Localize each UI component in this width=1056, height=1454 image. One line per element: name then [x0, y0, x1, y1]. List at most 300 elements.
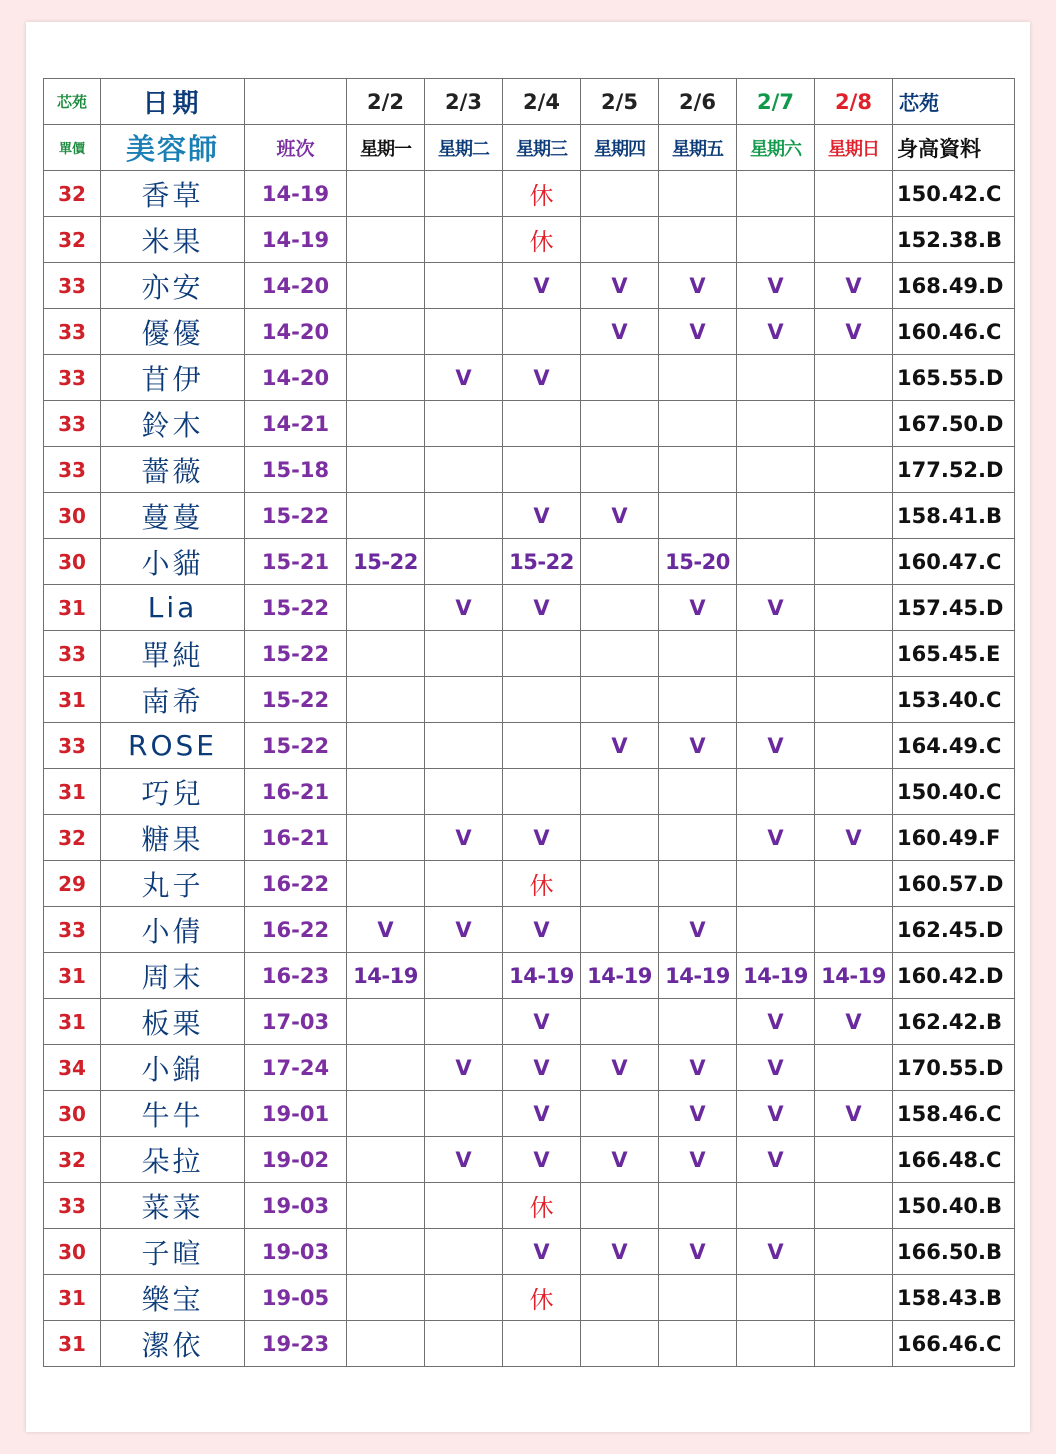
unit-price-cell: 31 [44, 953, 101, 999]
day-status-cell: 14-19 [737, 953, 815, 999]
weekday-header-sat: 星期六 [737, 125, 815, 171]
day-status-cell: V [659, 1045, 737, 1091]
height-info-cell: 158.41.B [893, 493, 1015, 539]
table-row [44, 907, 1015, 953]
day-status-cell [503, 401, 581, 447]
day-status-cell [659, 769, 737, 815]
day-status-cell: V [503, 1091, 581, 1137]
beautician-name-cell: 鈴木 [101, 401, 245, 447]
beautician-name-cell: 菜菜 [101, 1183, 245, 1229]
day-status-cell: V [659, 263, 737, 309]
height-info-cell: 167.50.D [893, 401, 1015, 447]
weekday-header-fri: 星期五 [659, 125, 737, 171]
day-status-cell [815, 631, 893, 677]
shift-cell: 14-20 [245, 355, 347, 401]
day-status-cell [737, 769, 815, 815]
day-status-cell [815, 1229, 893, 1275]
shift-cell: 16-23 [245, 953, 347, 999]
day-status-cell [815, 861, 893, 907]
shift-cell: 19-05 [245, 1275, 347, 1321]
height-info-cell: 164.49.C [893, 723, 1015, 769]
height-info-cell: 160.46.C [893, 309, 1015, 355]
unit-price-cell: 31 [44, 769, 101, 815]
day-status-cell [581, 999, 659, 1045]
day-status-cell [815, 1275, 893, 1321]
day-status-cell [815, 447, 893, 493]
height-info-cell: 157.45.D [893, 585, 1015, 631]
beautician-name-cell: 板栗 [101, 999, 245, 1045]
day-status-cell: V [503, 355, 581, 401]
day-status-cell [347, 723, 425, 769]
shift-cell: 15-22 [245, 631, 347, 677]
day-status-cell: V [737, 1229, 815, 1275]
unit-price-cell: 33 [44, 309, 101, 355]
day-status-cell [815, 171, 893, 217]
day-status-cell [425, 1183, 503, 1229]
shift-cell: 19-03 [245, 1229, 347, 1275]
day-status-cell: V [815, 815, 893, 861]
table-row [44, 677, 1015, 723]
height-info-cell: 150.40.B [893, 1183, 1015, 1229]
unit-price-cell: 33 [44, 355, 101, 401]
day-status-cell [425, 217, 503, 263]
beautician-name-cell: 亦安 [101, 263, 245, 309]
beautician-name-cell: 苜伊 [101, 355, 245, 401]
day-status-cell [425, 953, 503, 999]
day-status-cell [737, 677, 815, 723]
day-status-cell [737, 539, 815, 585]
unit-price-cell: 30 [44, 539, 101, 585]
day-status-cell [659, 171, 737, 217]
height-info-cell: 160.47.C [893, 539, 1015, 585]
height-info-cell: 160.57.D [893, 861, 1015, 907]
day-status-cell [659, 447, 737, 493]
beautician-name-cell: 薔薇 [101, 447, 245, 493]
table-row [44, 999, 1015, 1045]
beautician-name-cell: 牛牛 [101, 1091, 245, 1137]
day-status-cell [815, 585, 893, 631]
day-status-cell: V [503, 1137, 581, 1183]
unit-price-cell: 32 [44, 815, 101, 861]
day-status-cell: V [425, 355, 503, 401]
day-status-cell: V [503, 493, 581, 539]
shift-cell: 15-22 [245, 585, 347, 631]
beautician-name-cell: 子暄 [101, 1229, 245, 1275]
table-row [44, 723, 1015, 769]
table-row [44, 953, 1015, 999]
table-row [44, 1091, 1015, 1137]
beautician-name-cell: 潔依 [101, 1321, 245, 1367]
day-status-cell: V [581, 723, 659, 769]
day-header-2-8: 2/8 [815, 79, 893, 125]
beautician-name-cell: 南希 [101, 677, 245, 723]
table-row [44, 309, 1015, 355]
table-row [44, 585, 1015, 631]
day-status-cell [503, 447, 581, 493]
height-info-cell: 153.40.C [893, 677, 1015, 723]
height-info-cell: 150.42.C [893, 171, 1015, 217]
day-status-cell: 休 [503, 1183, 581, 1229]
unit-price-header: 單價 [44, 125, 101, 171]
day-status-cell: V [737, 1137, 815, 1183]
shift-cell: 15-22 [245, 493, 347, 539]
table-row [44, 171, 1015, 217]
day-status-cell [347, 999, 425, 1045]
weekday-header-thu: 星期四 [581, 125, 659, 171]
day-status-cell [347, 355, 425, 401]
day-status-cell [737, 447, 815, 493]
day-status-cell [347, 309, 425, 355]
day-status-cell [815, 1321, 893, 1367]
day-status-cell [815, 401, 893, 447]
shift-cell: 14-20 [245, 263, 347, 309]
day-status-cell [581, 861, 659, 907]
weekday-header-sun: 星期日 [815, 125, 893, 171]
day-status-cell: 14-19 [347, 953, 425, 999]
table-row [44, 1321, 1015, 1367]
day-status-cell [503, 309, 581, 355]
day-status-cell [581, 815, 659, 861]
day-status-cell: V [425, 1137, 503, 1183]
day-status-cell [581, 907, 659, 953]
unit-price-cell: 32 [44, 217, 101, 263]
beautician-header: 美容師 [101, 125, 245, 171]
day-status-cell [659, 861, 737, 907]
unit-price-cell: 33 [44, 631, 101, 677]
day-status-cell: V [503, 999, 581, 1045]
day-status-cell: V [581, 1229, 659, 1275]
unit-price-cell: 31 [44, 999, 101, 1045]
unit-price-cell: 30 [44, 493, 101, 539]
shift-cell: 19-03 [245, 1183, 347, 1229]
day-status-cell: 休 [503, 861, 581, 907]
day-status-cell [815, 1137, 893, 1183]
table-row [44, 1045, 1015, 1091]
day-status-cell: V [815, 1091, 893, 1137]
brand-left-label: 芯苑 [44, 79, 101, 125]
day-status-cell: V [581, 493, 659, 539]
unit-price-cell: 33 [44, 723, 101, 769]
day-status-cell [347, 585, 425, 631]
day-status-cell: V [737, 1045, 815, 1091]
day-status-cell: V [815, 263, 893, 309]
shift-cell: 14-21 [245, 401, 347, 447]
day-status-cell [815, 355, 893, 401]
day-status-cell [347, 1137, 425, 1183]
day-status-cell [737, 493, 815, 539]
day-status-cell [581, 1183, 659, 1229]
beautician-name-cell: 丸子 [101, 861, 245, 907]
beautician-name-cell: 小倩 [101, 907, 245, 953]
height-info-cell: 158.43.B [893, 1275, 1015, 1321]
day-status-cell: V [737, 585, 815, 631]
day-status-cell [659, 1275, 737, 1321]
day-status-cell: V [659, 1137, 737, 1183]
day-status-cell [347, 447, 425, 493]
beautician-name-cell: 樂宝 [101, 1275, 245, 1321]
day-status-cell [659, 631, 737, 677]
day-header-2-3: 2/3 [425, 79, 503, 125]
day-status-cell: V [659, 1091, 737, 1137]
day-status-cell [425, 631, 503, 677]
table-row [44, 815, 1015, 861]
day-status-cell [425, 1229, 503, 1275]
day-status-cell [425, 263, 503, 309]
day-header-2-4: 2/4 [503, 79, 581, 125]
shift-cell: 16-21 [245, 815, 347, 861]
day-status-cell: V [737, 1091, 815, 1137]
day-status-cell: V [737, 999, 815, 1045]
day-status-cell: V [425, 585, 503, 631]
day-status-cell [737, 861, 815, 907]
height-info-cell: 166.46.C [893, 1321, 1015, 1367]
day-status-cell: V [659, 1229, 737, 1275]
day-status-cell [503, 631, 581, 677]
height-info-cell: 160.49.F [893, 815, 1015, 861]
beautician-name-cell: 小錦 [101, 1045, 245, 1091]
height-info-cell: 150.40.C [893, 769, 1015, 815]
day-status-cell [425, 1091, 503, 1137]
day-status-cell [503, 769, 581, 815]
day-status-cell: V [425, 1045, 503, 1091]
day-status-cell [347, 1275, 425, 1321]
beautician-name-cell: ROSE [101, 723, 245, 769]
unit-price-cell: 33 [44, 907, 101, 953]
day-status-cell: V [659, 723, 737, 769]
table-row [44, 493, 1015, 539]
day-status-cell: V [737, 263, 815, 309]
day-status-cell: 休 [503, 171, 581, 217]
day-status-cell [425, 723, 503, 769]
day-status-cell [425, 539, 503, 585]
unit-price-cell: 30 [44, 1229, 101, 1275]
schedule-sheet [26, 22, 1030, 1432]
beautician-name-cell: 小貓 [101, 539, 245, 585]
day-status-cell [503, 677, 581, 723]
day-status-cell [347, 217, 425, 263]
beautician-name-cell: Lia [101, 585, 245, 631]
day-status-cell: V [659, 907, 737, 953]
table-row [44, 263, 1015, 309]
day-status-cell: 休 [503, 217, 581, 263]
day-status-cell [425, 171, 503, 217]
day-status-cell: V [581, 263, 659, 309]
day-status-cell [659, 1183, 737, 1229]
day-status-cell [659, 999, 737, 1045]
day-status-cell: 14-19 [503, 953, 581, 999]
shift-cell: 16-21 [245, 769, 347, 815]
day-status-cell: 15-20 [659, 539, 737, 585]
day-status-cell [347, 815, 425, 861]
height-info-cell: 160.42.D [893, 953, 1015, 999]
shift-cell: 15-21 [245, 539, 347, 585]
day-status-cell: 15-22 [347, 539, 425, 585]
shift-cell: 14-20 [245, 309, 347, 355]
day-status-cell [581, 1275, 659, 1321]
header-row-dates [44, 79, 1015, 125]
day-status-cell [815, 769, 893, 815]
unit-price-cell: 33 [44, 263, 101, 309]
unit-price-cell: 30 [44, 1091, 101, 1137]
day-status-cell: V [503, 1229, 581, 1275]
day-status-cell: V [659, 585, 737, 631]
shift-cell: 19-01 [245, 1091, 347, 1137]
shift-cell: 19-02 [245, 1137, 347, 1183]
day-status-cell [815, 1183, 893, 1229]
day-status-cell: V [425, 815, 503, 861]
day-status-cell [581, 631, 659, 677]
day-status-cell [347, 1229, 425, 1275]
day-status-cell [425, 677, 503, 723]
day-status-cell [581, 171, 659, 217]
height-info-cell: 177.52.D [893, 447, 1015, 493]
day-status-cell: V [737, 815, 815, 861]
table-row [44, 1229, 1015, 1275]
day-status-cell [659, 815, 737, 861]
day-status-cell [425, 1275, 503, 1321]
day-status-cell: 14-19 [815, 953, 893, 999]
table-row [44, 769, 1015, 815]
day-status-cell: V [815, 309, 893, 355]
unit-price-cell: 32 [44, 171, 101, 217]
day-status-cell: V [581, 1137, 659, 1183]
table-row [44, 447, 1015, 493]
day-status-cell [347, 401, 425, 447]
beautician-name-cell: 巧兒 [101, 769, 245, 815]
brand-right-label: 芯苑 [893, 79, 1015, 125]
day-status-cell [737, 1183, 815, 1229]
day-header-2-5: 2/5 [581, 79, 659, 125]
day-status-cell [815, 677, 893, 723]
weekday-header-tue: 星期二 [425, 125, 503, 171]
day-status-cell [347, 263, 425, 309]
day-status-cell: V [581, 1045, 659, 1091]
day-status-cell: 休 [503, 1275, 581, 1321]
day-status-cell: V [737, 723, 815, 769]
unit-price-cell: 29 [44, 861, 101, 907]
day-status-cell: 14-19 [581, 953, 659, 999]
day-status-cell [347, 1183, 425, 1229]
day-status-cell [425, 1321, 503, 1367]
day-status-cell [581, 401, 659, 447]
day-header-2-7: 2/7 [737, 79, 815, 125]
day-status-cell [815, 493, 893, 539]
day-header-2-2: 2/2 [347, 79, 425, 125]
day-status-cell [425, 447, 503, 493]
day-status-cell [659, 1321, 737, 1367]
day-status-cell [425, 769, 503, 815]
unit-price-cell: 31 [44, 1275, 101, 1321]
day-status-cell [581, 1321, 659, 1367]
shift-cell: 15-22 [245, 723, 347, 769]
header-row-weekdays [44, 125, 1015, 171]
table-row [44, 217, 1015, 263]
day-status-cell [737, 171, 815, 217]
unit-price-cell: 33 [44, 401, 101, 447]
shift-cell: 17-24 [245, 1045, 347, 1091]
schedule-table [43, 78, 1015, 1367]
day-status-cell: V [425, 907, 503, 953]
beautician-name-cell: 朵拉 [101, 1137, 245, 1183]
day-status-cell [581, 355, 659, 401]
day-status-cell [347, 171, 425, 217]
beautician-name-cell: 蔓蔓 [101, 493, 245, 539]
day-status-cell [425, 401, 503, 447]
day-status-cell: V [503, 585, 581, 631]
day-status-cell [425, 861, 503, 907]
day-status-cell [659, 355, 737, 401]
table-row [44, 1275, 1015, 1321]
day-status-cell [347, 677, 425, 723]
day-status-cell: 15-22 [503, 539, 581, 585]
day-status-cell: V [503, 907, 581, 953]
table-row [44, 1137, 1015, 1183]
height-info-cell: 166.48.C [893, 1137, 1015, 1183]
day-status-cell [737, 355, 815, 401]
day-status-cell: V [503, 263, 581, 309]
height-info-cell: 165.45.E [893, 631, 1015, 677]
day-status-cell [581, 217, 659, 263]
day-status-cell [581, 447, 659, 493]
height-info-cell: 168.49.D [893, 263, 1015, 309]
weekday-header-wed: 星期三 [503, 125, 581, 171]
shift-header: 班次 [245, 125, 347, 171]
day-status-cell: 14-19 [659, 953, 737, 999]
day-status-cell [425, 999, 503, 1045]
day-status-cell [815, 217, 893, 263]
day-status-cell [503, 1321, 581, 1367]
table-row [44, 401, 1015, 447]
unit-price-cell: 33 [44, 1183, 101, 1229]
day-status-cell [737, 1321, 815, 1367]
unit-price-cell: 33 [44, 447, 101, 493]
day-status-cell [815, 907, 893, 953]
day-status-cell: V [737, 309, 815, 355]
day-status-cell [737, 631, 815, 677]
day-status-cell [815, 723, 893, 769]
day-status-cell [347, 1321, 425, 1367]
height-info-cell: 162.42.B [893, 999, 1015, 1045]
table-row [44, 861, 1015, 907]
beautician-name-cell: 香草 [101, 171, 245, 217]
shift-cell: 15-18 [245, 447, 347, 493]
day-status-cell [347, 769, 425, 815]
day-status-cell [581, 539, 659, 585]
shift-cell: 15-22 [245, 677, 347, 723]
day-status-cell [347, 1091, 425, 1137]
day-status-cell [659, 493, 737, 539]
unit-price-cell: 31 [44, 585, 101, 631]
table-row [44, 1183, 1015, 1229]
day-status-cell [347, 1045, 425, 1091]
height-info-cell: 162.45.D [893, 907, 1015, 953]
table-row [44, 631, 1015, 677]
height-info-cell: 166.50.B [893, 1229, 1015, 1275]
beautician-name-cell: 周末 [101, 953, 245, 999]
height-info-cell: 165.55.D [893, 355, 1015, 401]
shift-cell: 16-22 [245, 907, 347, 953]
day-status-cell [347, 631, 425, 677]
beautician-name-cell: 單純 [101, 631, 245, 677]
beautician-name-cell: 米果 [101, 217, 245, 263]
unit-price-cell: 31 [44, 677, 101, 723]
table-row [44, 355, 1015, 401]
day-status-cell [737, 907, 815, 953]
day-status-cell [737, 401, 815, 447]
height-info-cell: 152.38.B [893, 217, 1015, 263]
day-status-cell [347, 861, 425, 907]
day-status-cell [581, 585, 659, 631]
